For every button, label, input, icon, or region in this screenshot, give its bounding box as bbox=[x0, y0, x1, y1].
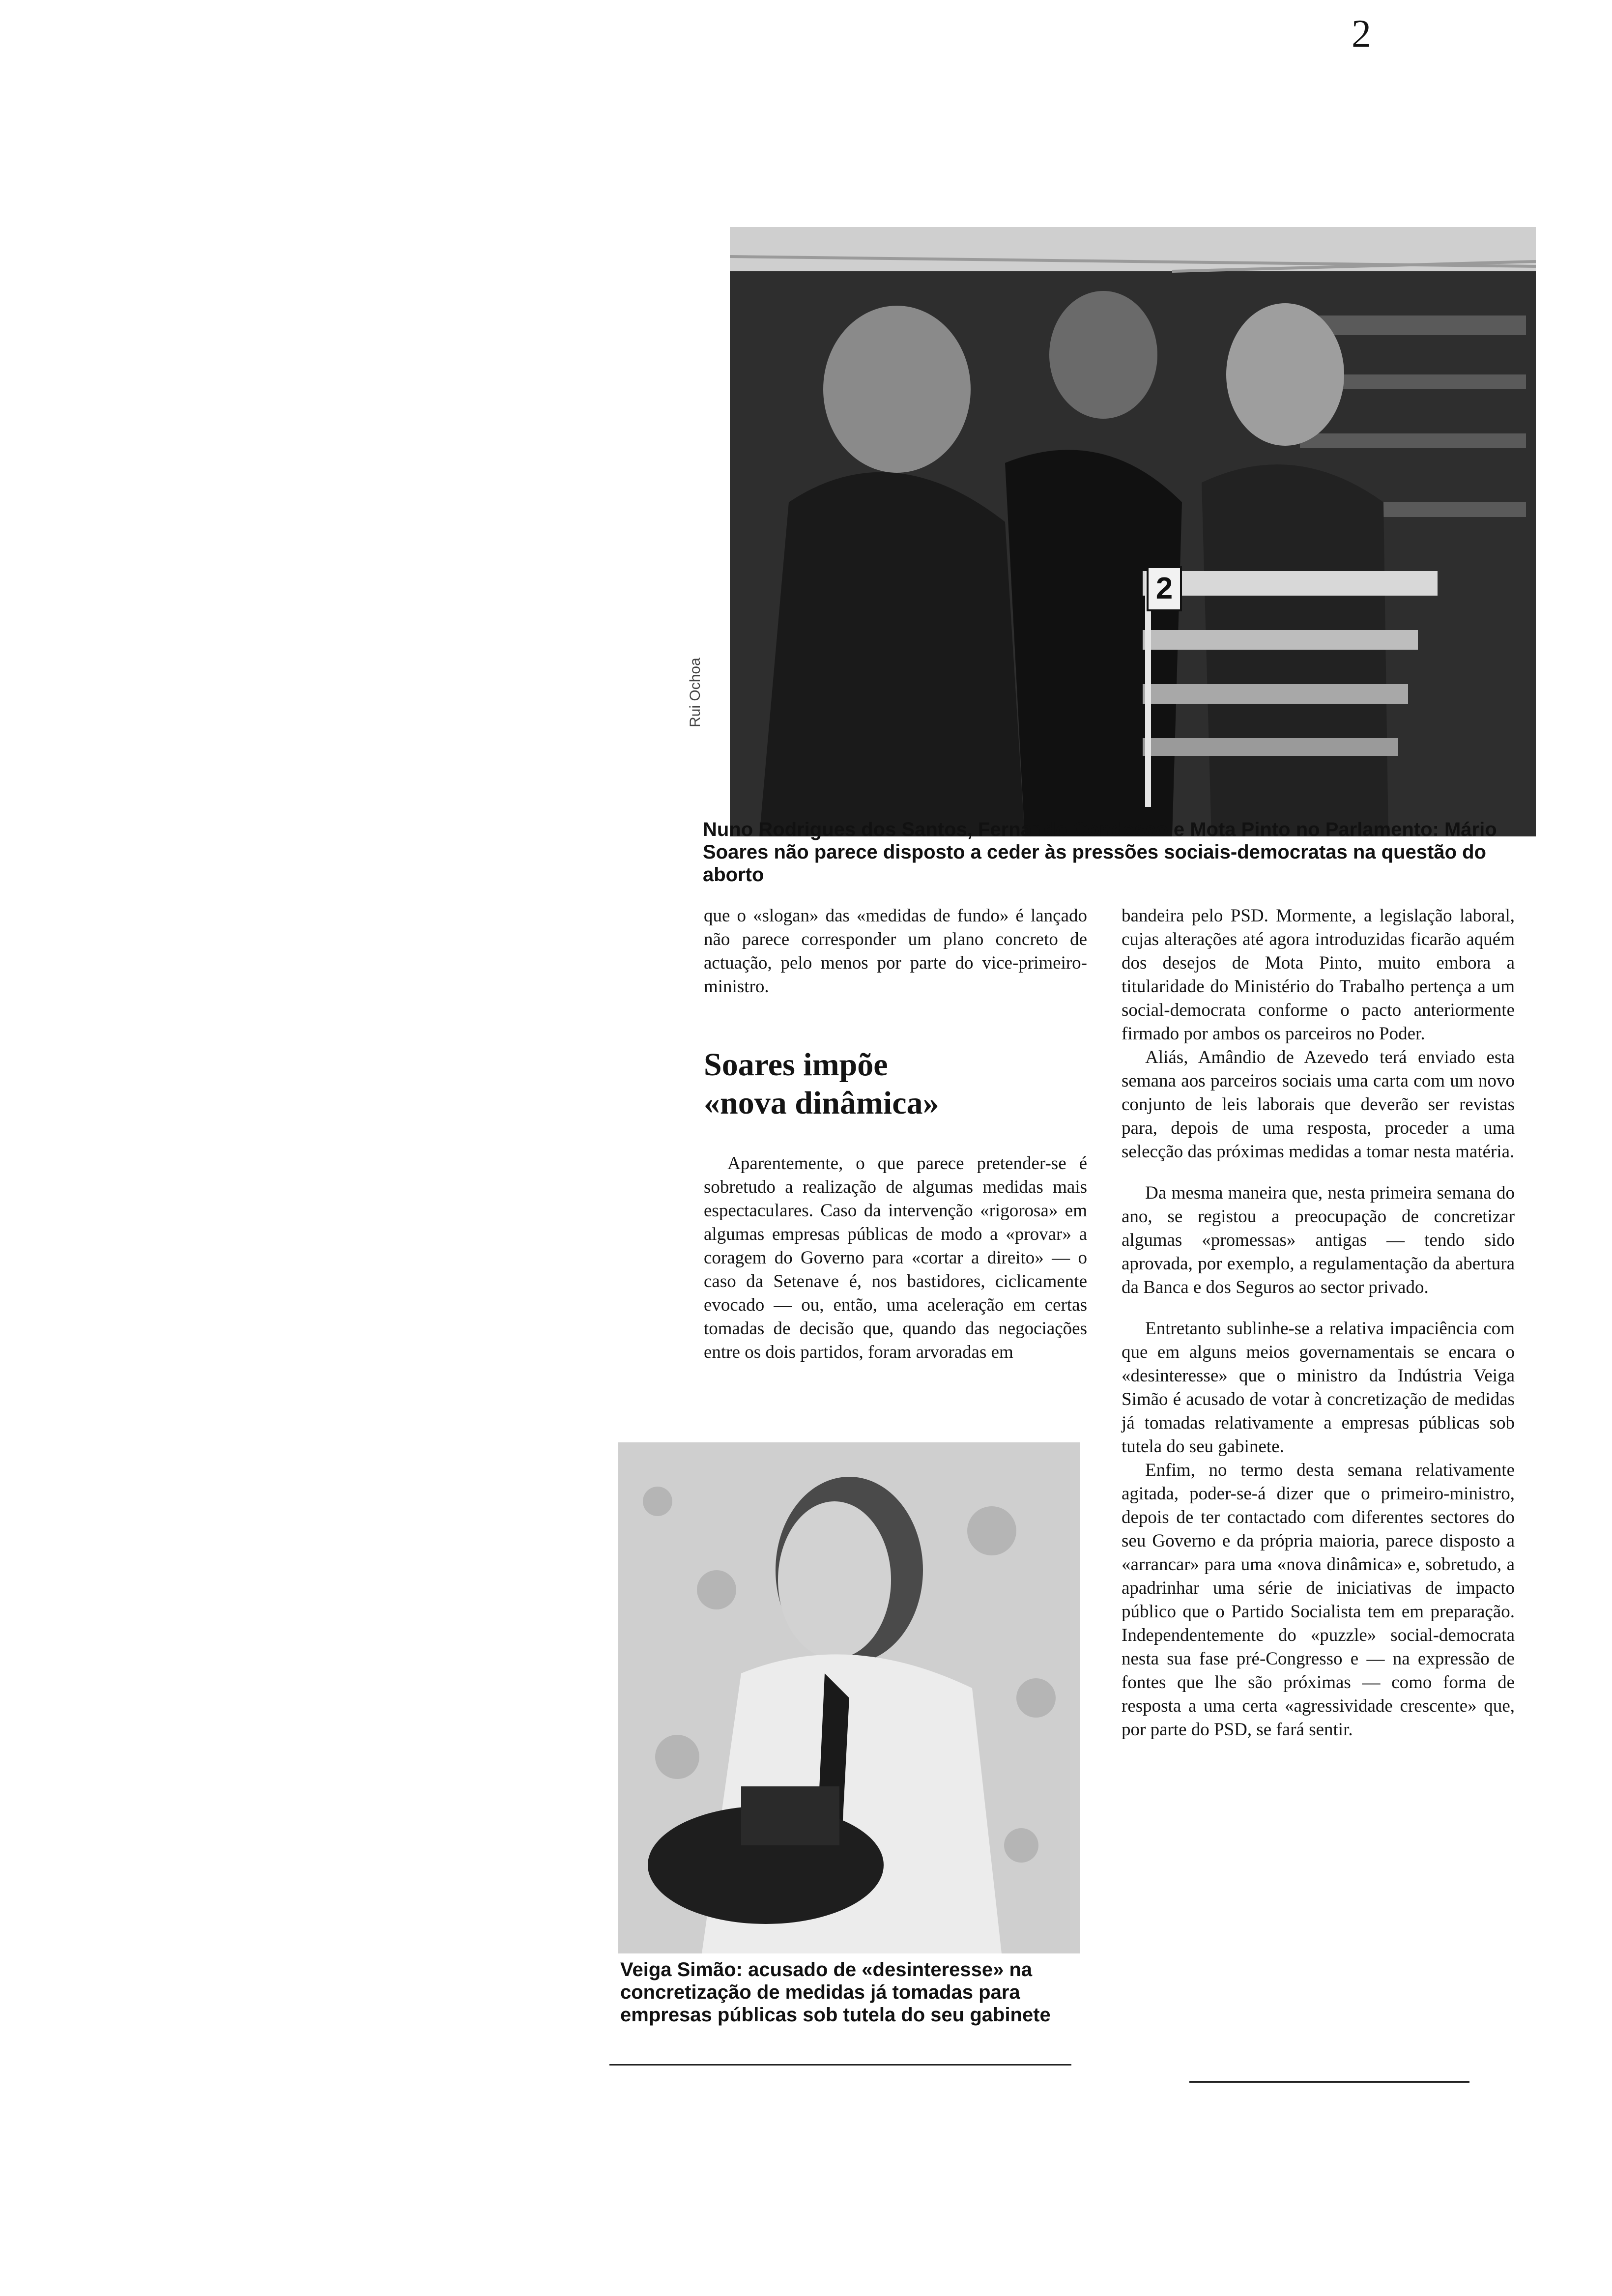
right-paragraph-4: Entretanto sublinhe-se a relativa impaciência com que em alguns meios governamentais se encara o «desinteresse» que o ministro da Indústria Veiga Simão é acusado de votar à concretização de medidas já tomadas relativamente a empresas públicas sob tutela do seu gabinete. bbox=[1122, 1319, 1515, 1457]
right-column bbox=[1122, 904, 1515, 1742]
photo-credit: Rui Ochoa bbox=[687, 658, 703, 727]
right-paragraph-5: Enfim, no termo desta semana relativamente agitada, poder-se-á dizer que o primeiro-ministro, depois de ter contactado com diferentes sectores do seu Governo e da própria maioria, parece disposto a «arrancar» para uma «nova dinâmica» e, sobretudo, a apadrinhar uma série de iniciativas de impacto público que o Partido Socialista tem em preparação. Independentemente do «puzzle» social-democrata nesta sua fase pré-Congresso e — na expressão de fontes que lhe são próximas — como forma de resposta a uma certa «agressividade crescente» que, por parte do PSD, se fará sentir. bbox=[1122, 1460, 1515, 1740]
top-photo-caption: Nuno Rodrigues dos Santos, Fernando Condesso e Mota Pinto no Parlamento: Mário Soares não parece disposto a ceder às pressões sociais-democratas na questão do aborto bbox=[703, 819, 1497, 886]
left-body-paragraph: Aparentemente, o que parece pretender-se é sobretudo a realização de algumas medidas mais espectaculares. Caso da intervenção «rigorosa» em algumas empresas públicas de modo a «provar» a coragem do Governo para «cortar a direito» — o caso da Setenave é, nos bastidores, ciclicamente evocado — ou, então, uma aceleração em certas tomadas de decisão que, quando das negociações entre os dois partidos, foram arvoradas em bbox=[704, 1153, 1087, 1362]
headline-line-1: Soares impõe bbox=[704, 1047, 888, 1083]
section-headline bbox=[704, 1046, 1087, 1122]
seat-number-tag: 2 bbox=[1147, 566, 1182, 611]
page-number-mark: 2 bbox=[1352, 12, 1371, 56]
bottom-photo-caption: Veiga Simão: acusado de «desinteresse» na concretização de medidas já tomadas para empresas públicas sob tutela do seu gabinete bbox=[620, 1959, 1051, 2026]
veiga-simao-photo bbox=[618, 1442, 1080, 1953]
right-paragraph-2: Aliás, Amândio de Azevedo terá enviado esta semana aos parceiros sociais uma carta com um novo conjunto de leis laborais que deverão ser revistas para, depois de uma resposta, proceder a uma selecção das próximas medidas a tomar nesta matéria. bbox=[1122, 1047, 1515, 1162]
parliament-photo bbox=[730, 227, 1536, 836]
right-column-end-rule bbox=[1189, 2081, 1469, 2083]
right-paragraph-3: Da mesma maneira que, nesta primeira semana do ano, se registou a preocupação de concretizar algumas «promessas» antigas — tendo sido aprovada, por exemplo, a regulamentação da abertura da Banca e dos Seguros ao sector privado. bbox=[1122, 1183, 1515, 1297]
left-column bbox=[704, 904, 1087, 1364]
headline-line-2: «nova dinâmica» bbox=[704, 1085, 939, 1121]
left-intro-paragraph: que o «slogan» das «medidas de fundo» é lançado não parece corresponder um plano concreto de actuação, pelo menos por parte do vice-primeiro-ministro. bbox=[704, 906, 1087, 997]
right-paragraph-1: bandeira pelo PSD. Mormente, a legislação laboral, cujas alterações até agora introduzidas ficarão aquém dos desejos de Mota Pinto, muito embora a titularidade do Ministério do Trabalho pertença a um social-democrata conforme o pacto anteriormente firmado por ambos os parceiros no Poder. bbox=[1122, 906, 1515, 1044]
left-column-end-rule bbox=[609, 2064, 1071, 2066]
